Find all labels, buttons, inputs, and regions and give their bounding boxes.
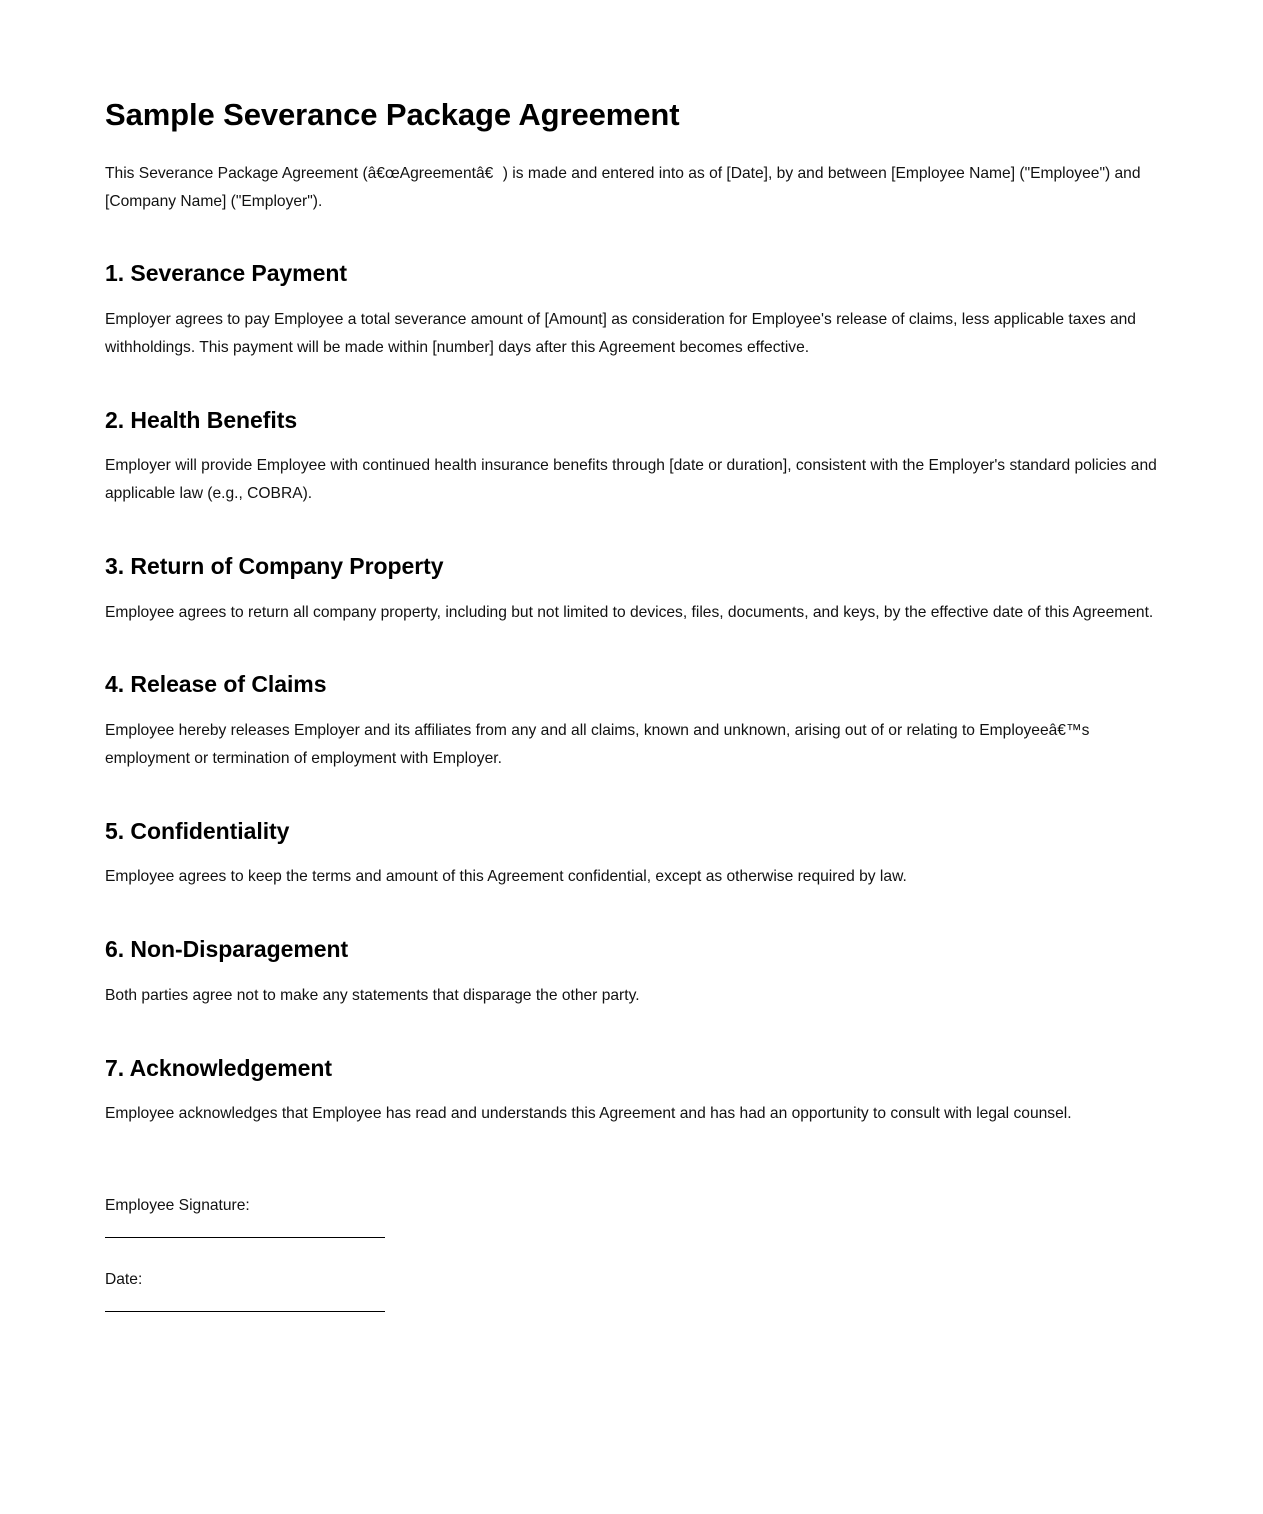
document-body [105,96,1160,1312]
section-body-acknowledgement: Employee acknowledges that Employee has read and understands this Agreement and has had an opportunity to consult with legal counsel. [105,1105,1072,1123]
section-heading-confidentiality: 5. Confidentiality [105,817,290,844]
section-heading-non-disparagement: 6. Non-Disparagement [105,936,349,963]
section-body-release-of-claims: Employee hereby releases Employer and its affiliates from any and all claims, known and unknown, arising out of or relating to Employeeâ€™s employment or termination of employment with Employer. [105,722,1090,767]
date-group [105,1268,1160,1312]
intro-paragraph: This Severance Package Agreement (â€œAgreementâ€) is made and entered into as of [Date], by and between [Employee Name] ("Employee") and [Company Name] ("Employer"). [105,164,1141,210]
section-body-health-benefits: Employer will provide Employee with continued health insurance benefits through [date or duration], consistent with the Employer's standard policies and applicable law (e.g., COBRA). [105,457,1157,503]
section-heading-return-of-company-property: 3. Return of Company Property [105,552,444,579]
page-title: Sample Severance Package Agreement [105,97,680,132]
employee-signature-label: Employee Signature: [105,1197,250,1215]
section-heading-acknowledgement: 7. Acknowledgement [105,1054,333,1081]
section-body-return-of-company-property: Employee agrees to return all company property, including but not limited to devices, files, documents, and keys, by the effective date of this Agreement. [105,603,1154,621]
section-heading-health-benefits: 2. Health Benefits [105,406,298,433]
signature-block [105,1194,1160,1312]
section-body-non-disparagement: Both parties agree not to make any statements that disparage the other party. [105,986,640,1004]
section-heading-severance-payment: 1. Severance Payment [105,260,347,287]
section-body-confidentiality: Employee agrees to keep the terms and amount of this Agreement confidential, except as otherwise required by law. [105,868,907,886]
date-label: Date: [105,1271,143,1288]
date-line [105,1311,385,1312]
section-heading-release-of-claims: 4. Release of Claims [105,671,327,698]
section-body-severance-payment: Employer agrees to pay Employee a total severance amount of [Amount] as consideration for Employee's release of claims, less applicable taxes and withholdings. This payment will be made within [number] days after this Agreement becomes effective. [105,311,1136,356]
employee-signature-line [105,1237,385,1238]
employee-signature-group [105,1194,1160,1238]
